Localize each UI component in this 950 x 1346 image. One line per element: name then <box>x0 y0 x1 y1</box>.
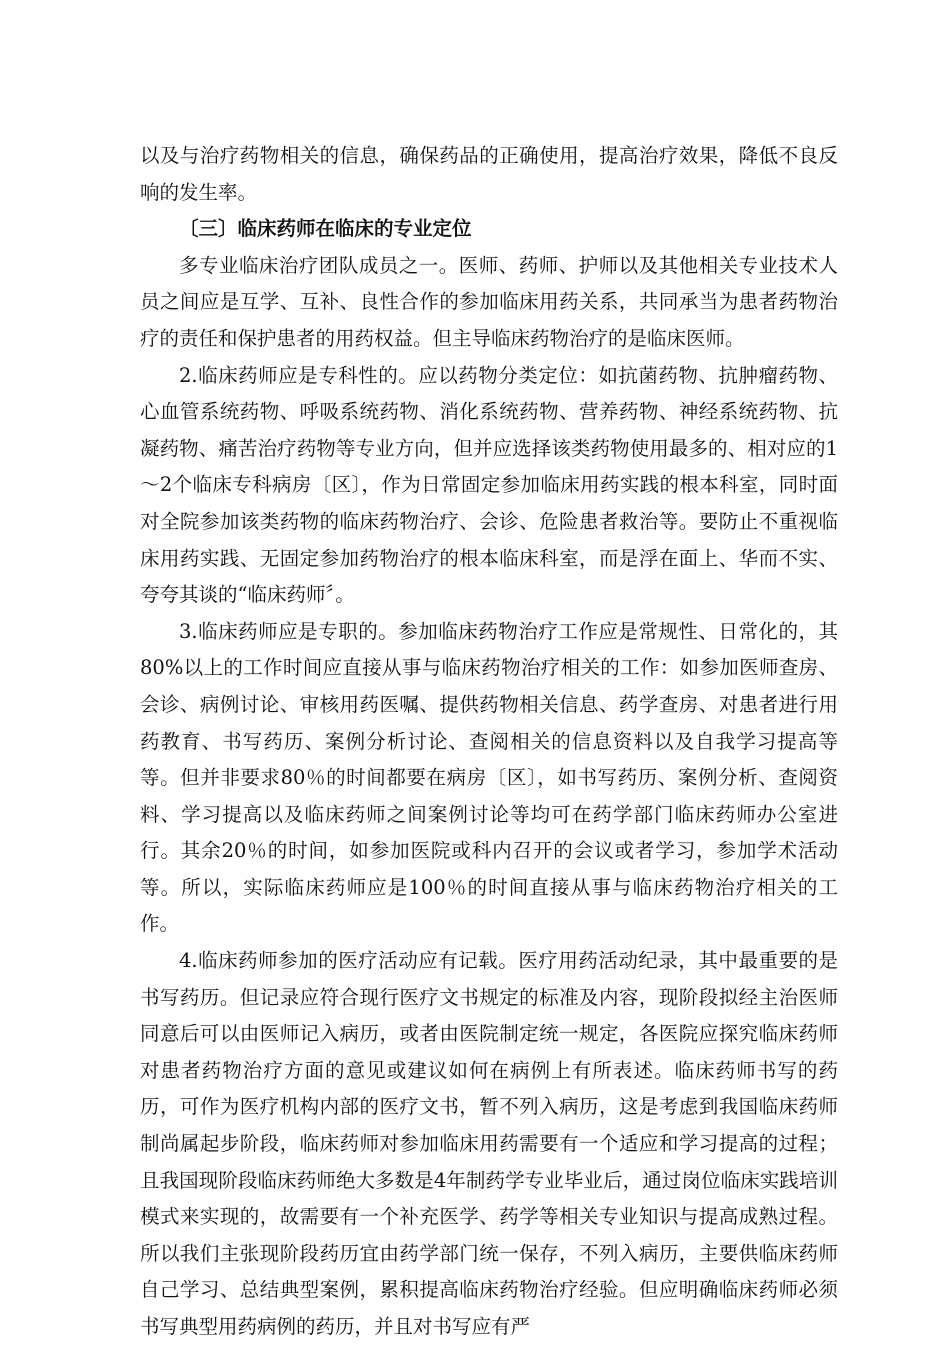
paragraph-continuation: 以及与治疗药物相关的信息，确保药品的正确使用，提高治疗效果，降低不良反响的发生率。 <box>140 144 838 204</box>
section-heading: 〔三〕临床药师在临床的专业定位 <box>179 217 472 241</box>
paragraph-team-member: 多专业临床治疗团队成员之一。医师、药师、护师以及其他相关专业技术人员之间应是互学、互补、良性合作的参加临床用药关系，共同承当为患者药物治疗的责任和保护患者的用药权益。但主导临床药物治疗的是临床医师。 <box>140 253 838 350</box>
document-body <box>140 138 838 1346</box>
paragraph-specialty: 2.临床药师应是专科性的。应以药物分类定位：如抗菌药物、抗肿瘤药物、心血管系统药物、呼吸系统药物、消化系统药物、营养药物、神经系统药物、抗凝药物、痛苦治疗药物等专业方向，但并应选择该类药物使用最多的、相对应的1～2个临床专科病房〔区〕，作为日常固定参加临床用药实践的根本科室，同时面对全院参加该类药物的临床药物治疗、会诊、危险患者救治等。要防止不重视临床用药实践、无固定参加药物治疗的根本临床科室，而是浮在面上、华而不实、夸夸其谈的“临床药师〞。 <box>140 363 838 607</box>
paragraph-full-time: 3.临床药师应是专职的。参加临床药物治疗工作应是常规性、日常化的，其80%以上的工作时间应直接从事与临床药物治疗相关的工作：如参加医师查房、会诊、病例讨论、审核用药医嘱、提供药物相关信息、药学查房、对患者进行用药教育、书写药历、案例分析讨论、查阅相关的信息资料以及自我学习提高等等。但并非要求80％的时间都要在病房〔区〕，如书写药历、案例分析、查阅资料、学习提高以及临床药师之间案例讨论等均可在药学部门临床药师办公室进行。其余20％的时间，如参加医院或科内召开的会议或者学习，参加学术活动等。所以，实际临床药师应是100％的时间直接从事与临床药物治疗相关的工作。 <box>140 619 838 936</box>
paragraph-records: 4.临床药师参加的医疗活动应有记载。医疗用药活动纪录，其中最重要的是书写药历。但记录应符合现行医疗文书规定的标准及内容，现阶段拟经主治医师同意后可以由医师记入病历，或者由医院制定统一规定，各医院应探究临床药师对患者药物治疗方面的意见或建议如何在病例上有所表述。临床药师书写的药历，可作为医疗机构内部的医疗文书，暂不列入病历，这是考虑到我国临床药师制尚属起步阶段，临床药师对参加临床用药需要有一个适应和学习提高的过程；且我国现阶段临床药师绝大多数是4年制药学专业毕业后，通过岗位临床实践培训模式来实现的，故需要有一个补充医学、药学等相关专业知识与提高成熟过程。所以我们主张现阶段药历宜由药学部门统一保存，不列入病历，主要供临床药师自己学习、总结典型案例，累积提高临床药物治疗经验。但应明确临床药师必须书写典型用药病例的药历，并且对书写应有严 <box>140 949 838 1338</box>
